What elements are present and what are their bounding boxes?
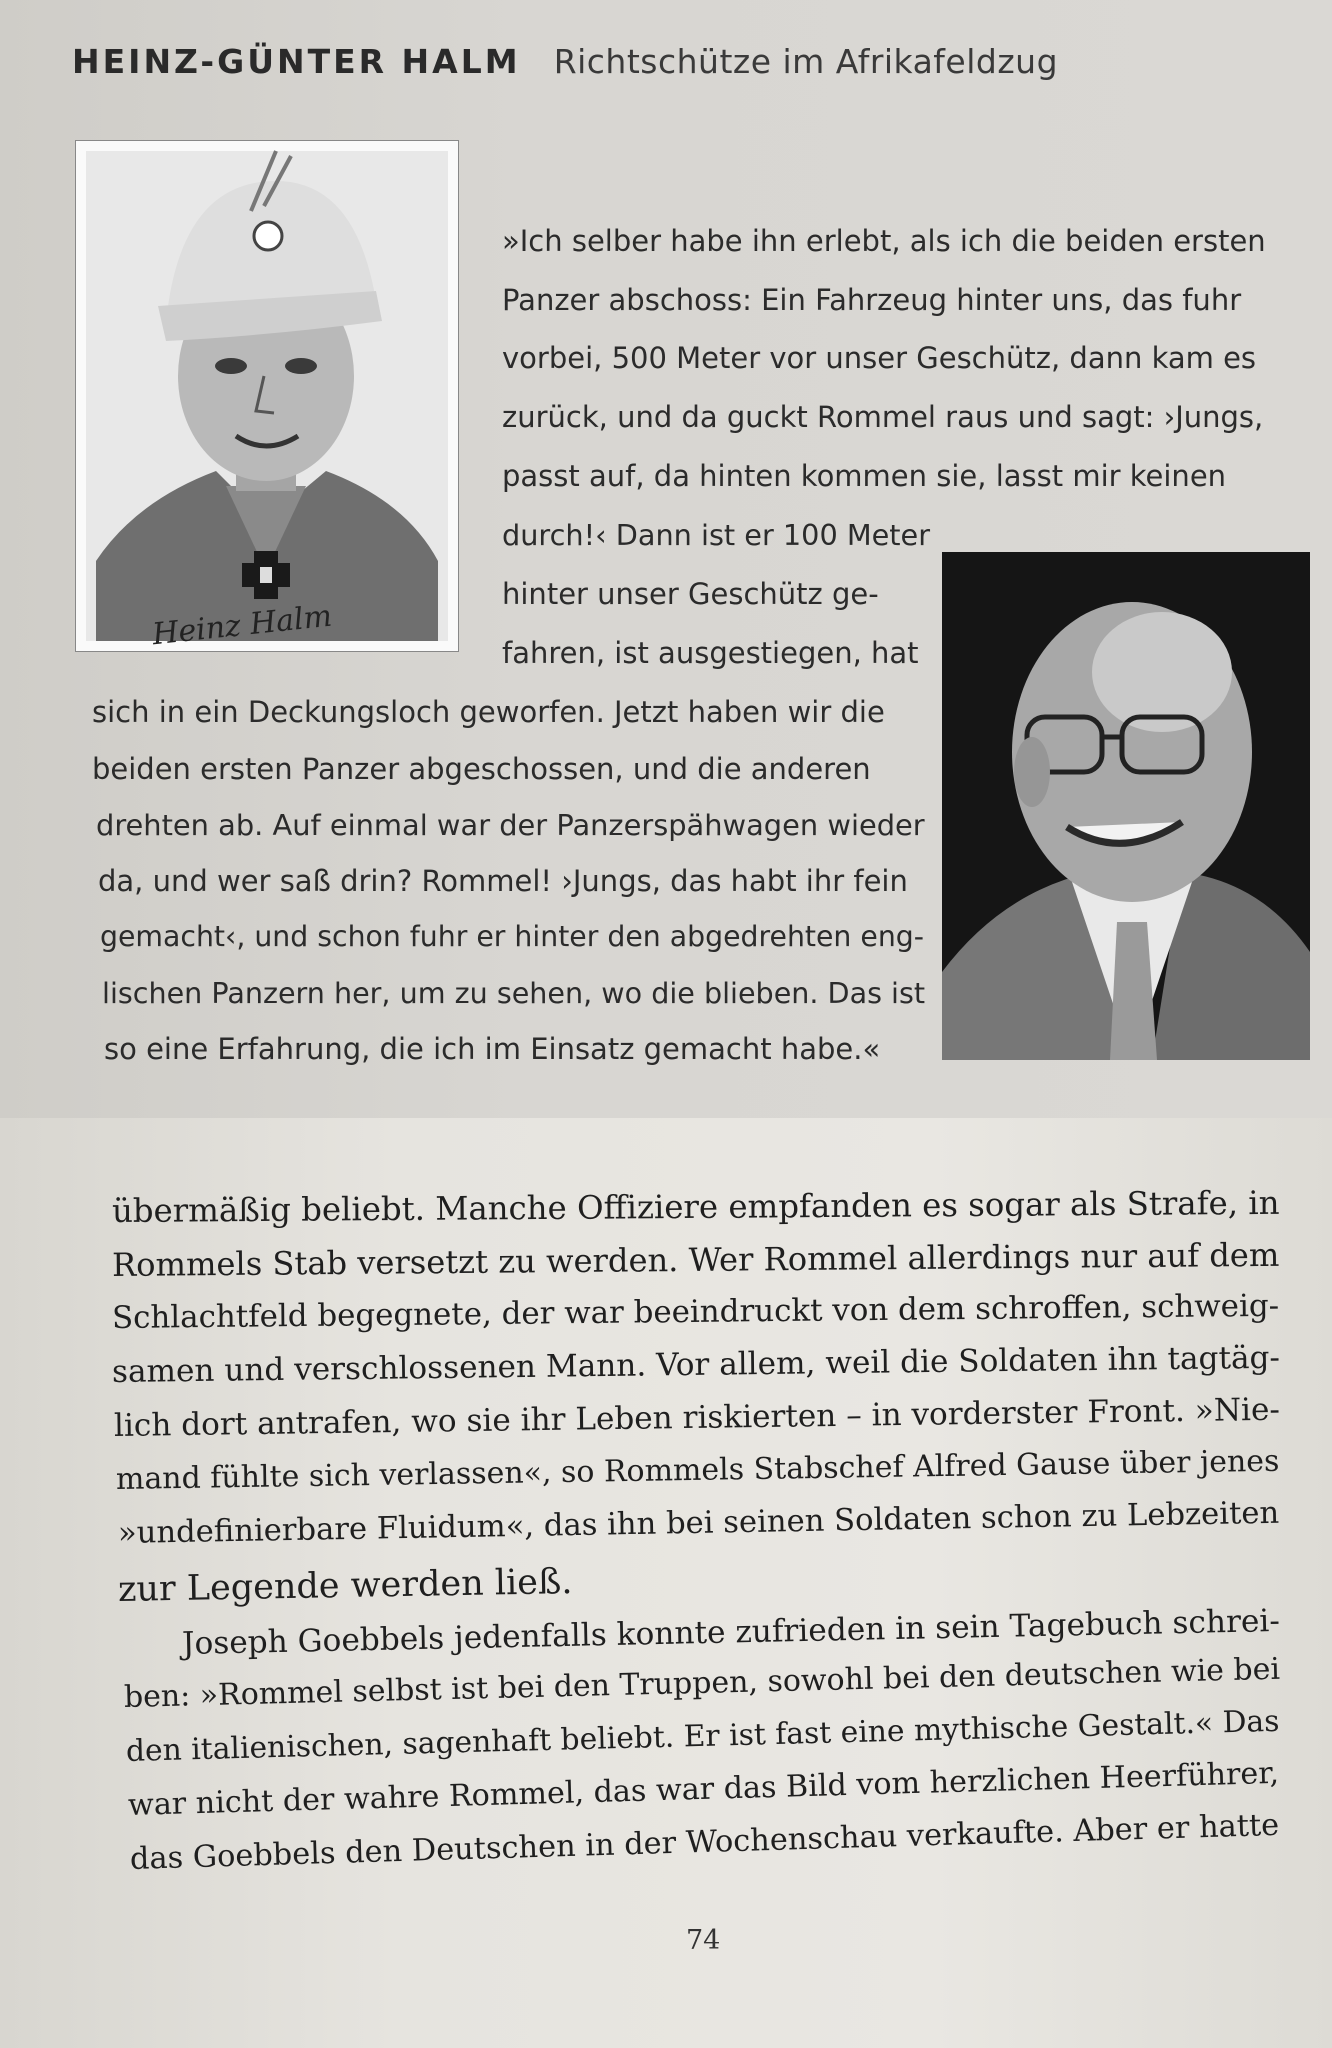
body-line: lich dort antrafen, wo sie ihr Leben riskierten – in vorderster Front. »Nie- — [113, 1391, 1281, 1444]
quote-line: »Ich selber habe ihn erlebt, als ich die beiden ersten — [502, 224, 1266, 258]
body-line: ben: »Rommel selbst ist bei den Truppen, sowohl bei den deutschen wie bei — [123, 1651, 1281, 1715]
quote-line: hinter unser Geschütz ge- — [502, 577, 879, 611]
quote-line: drehten ab. Auf einmal war der Panzerspähwagen wieder — [96, 808, 925, 842]
body-line: Schlachtfeld begegnete, der war beeindruckt von dem schroffen, schweig- — [111, 1287, 1280, 1336]
body-line: »undefinierbare Fluidum«, das ihn bei seinen Soldaten schon zu Lebzeiten — [117, 1495, 1280, 1551]
photo-signature: Heinz Halm — [150, 598, 334, 653]
page-number: 74 — [686, 1925, 721, 1956]
quote-line: lischen Panzern her, um zu sehen, wo die blieben. Das ist — [102, 976, 926, 1010]
quote-line: Panzer abschoss: Ein Fahrzeug hinter uns, das fuhr — [502, 283, 1242, 317]
quote-line: fahren, ist ausgestiegen, hat — [502, 636, 919, 670]
quote-line: vorbei, 500 Meter vor unser Geschütz, dann kam es — [502, 341, 1257, 375]
body-line: samen und verschlossenen Mann. Vor allem, weil die Soldaten ihn tagtäg- — [111, 1339, 1281, 1390]
header-name: HEINZ-GÜNTER HALM — [72, 42, 521, 81]
quote-line: sich in ein Deckungsloch geworfen. Jetzt haben wir die — [92, 695, 885, 729]
young-soldier-photo — [75, 140, 459, 652]
quote-line: so eine Erfahrung, die ich im Einsatz gemacht habe.« — [104, 1032, 881, 1066]
body-line: war nicht der wahre Rommel, das war das Bild vom herzlichen Heerführer, — [127, 1755, 1280, 1823]
quote-line: durch!‹ Dann ist er 100 Meter — [502, 518, 931, 552]
body-line: das Goebbels den Deutschen in der Wochenschau verkaufte. Aber er hatte — [129, 1807, 1280, 1877]
quote-line: da, und wer saß drin? Rommel! ›Jungs, das habt ihr fein — [98, 864, 908, 898]
running-header — [72, 42, 1058, 81]
quote-line: zurück, und da guckt Rommel raus und sagt: ›Jungs, — [502, 400, 1264, 434]
body-line: zur Legende werden ließ. — [117, 1562, 573, 1610]
body-line: mand fühlte sich verlassen«, so Rommels Stabschef Alfred Gause über jenes — [115, 1443, 1280, 1497]
body-line: Joseph Goebbels jedenfalls konnte zufrieden in sein Tagebuch schrei- — [181, 1603, 1281, 1662]
quote-line: beiden ersten Panzer abgeschossen, und die anderen — [92, 752, 871, 786]
quote-line: gemacht‹, und schon fuhr er hinter den abgedrehten eng- — [100, 920, 924, 953]
old-man-photo — [942, 552, 1310, 1060]
header-subtitle: Richtschütze im Afrikafeldzug — [553, 42, 1059, 81]
body-line: den italienischen, sagenhaft beliebt. Er ist fast eine mythische Gestalt.« Das — [125, 1703, 1280, 1769]
body-line: übermäßig beliebt. Manche Offiziere empfanden es sogar als Strafe, in — [111, 1183, 1280, 1230]
body-line: Rommels Stab versetzt zu werden. Wer Rommel allerdings nur auf dem — [111, 1235, 1280, 1284]
quote-line: passt auf, da hinten kommen sie, lasst mir keinen — [502, 459, 1227, 493]
